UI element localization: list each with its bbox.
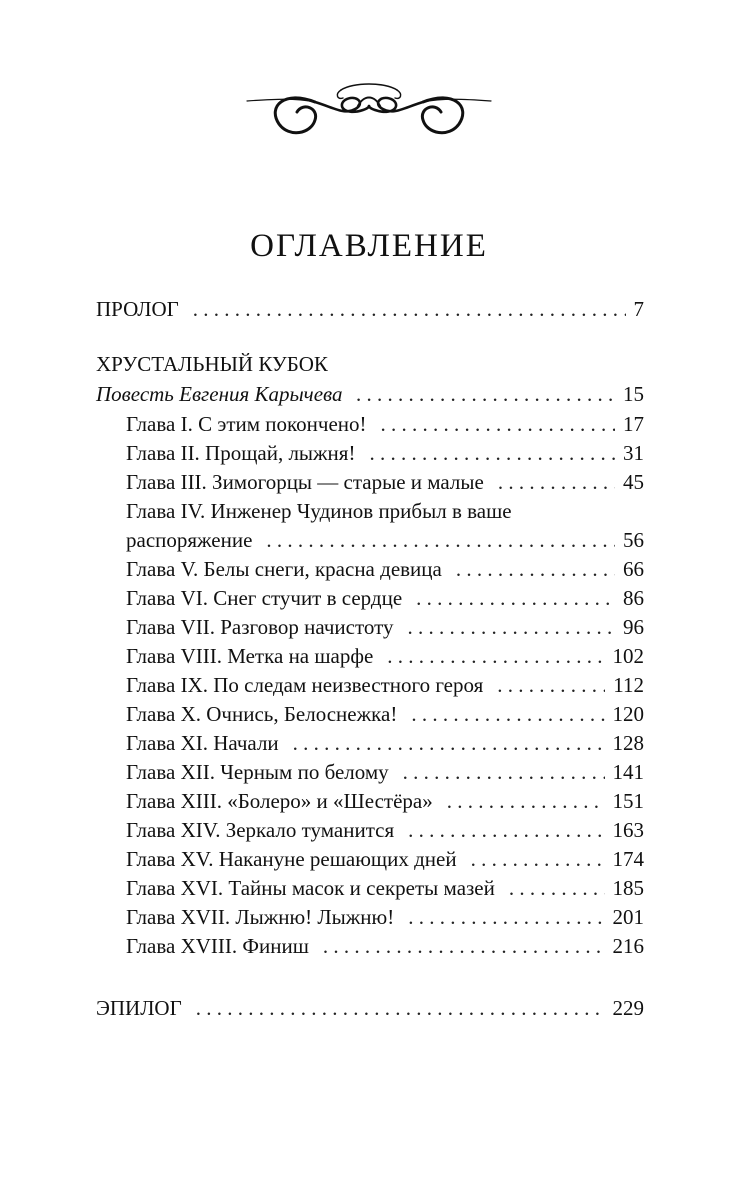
toc-entry-page: 17 xyxy=(623,412,644,436)
dot-leader xyxy=(266,526,615,555)
toc-entry-chapter[interactable] xyxy=(126,729,644,758)
flourish-ornament-icon xyxy=(245,72,493,144)
toc-entry-page: 229 xyxy=(612,996,644,1020)
toc-entry-page: 15 xyxy=(623,382,644,406)
page-title: ОГЛАВЛЕНИЕ xyxy=(250,228,488,264)
toc-entry-title: Глава VII. Разговор начистоту xyxy=(126,615,394,639)
dot-leader xyxy=(408,613,616,642)
toc-entry-chapter[interactable] xyxy=(126,468,644,497)
toc-entry-page: 96 xyxy=(623,615,644,639)
dot-leader xyxy=(387,642,604,671)
toc-entry-title: Глава V. Белы снеги, красна девица xyxy=(126,557,442,581)
dot-leader xyxy=(498,468,615,497)
section-title: ХРУСТАЛЬНЫЙ КУБОК xyxy=(96,352,328,376)
toc-entry-chapter[interactable] xyxy=(126,584,644,613)
toc-entry-title: ПРОЛОГ xyxy=(96,297,179,321)
dot-leader xyxy=(456,555,615,584)
dot-leader xyxy=(369,439,615,468)
toc-entry-title: Глава XVIII. Финиш xyxy=(126,934,309,958)
toc-entry-page: 216 xyxy=(612,934,644,958)
toc-entry-page: 185 xyxy=(612,876,644,900)
dot-leader xyxy=(471,845,605,874)
dot-leader xyxy=(196,994,605,1023)
toc-entry-page: 163 xyxy=(612,818,644,842)
toc-entry-novella[interactable] xyxy=(96,380,644,409)
dot-leader xyxy=(403,758,605,787)
toc-entry-chapter[interactable] xyxy=(126,613,644,642)
toc-entry-title: Глава XIII. «Болеро» и «Шестёра» xyxy=(126,789,433,813)
dot-leader xyxy=(509,874,605,903)
toc-entry-title: Глава II. Прощай, лыжня! xyxy=(126,441,356,465)
toc-entry-page: 120 xyxy=(612,702,644,726)
toc-entry-chapter[interactable] xyxy=(126,903,644,932)
toc-entry-title: Повесть Евгения Карычева xyxy=(96,382,343,406)
toc-entry-chapter[interactable] xyxy=(126,642,644,671)
toc-entry-title-continued: распоряжение xyxy=(126,528,253,552)
toc-entry-chapter[interactable] xyxy=(126,816,644,845)
toc-entry-page: 45 xyxy=(623,470,644,494)
toc-entry-chapter-line1[interactable] xyxy=(126,497,644,526)
toc-entry-title: Глава III. Зимогорцы — старые и малые xyxy=(126,470,484,494)
toc-entry-page: 56 xyxy=(623,528,644,552)
dot-leader xyxy=(323,932,605,961)
dot-leader xyxy=(497,671,605,700)
toc-entry-title: ЭПИЛОГ xyxy=(96,996,182,1020)
toc-entry-page: 141 xyxy=(612,760,644,784)
toc-entry-chapter[interactable] xyxy=(126,932,644,961)
dot-leader xyxy=(193,295,626,324)
toc-entry-chapter[interactable] xyxy=(126,439,644,468)
dot-leader xyxy=(381,410,615,439)
toc-entry-chapter[interactable] xyxy=(126,700,644,729)
toc-entry-title: Глава XVII. Лыжню! Лыжню! xyxy=(126,905,395,929)
toc-entry-page: 102 xyxy=(612,644,644,668)
toc-entry-chapter[interactable] xyxy=(126,874,644,903)
toc-entry-page: 174 xyxy=(612,847,644,871)
dot-leader xyxy=(447,787,605,816)
toc-entry-page: 66 xyxy=(623,557,644,581)
toc-entry-page: 7 xyxy=(633,297,644,321)
toc-entry-chapter[interactable] xyxy=(126,671,644,700)
toc-entry-chapter[interactable] xyxy=(126,555,644,584)
toc-entry-title: Глава XIV. Зеркало туманится xyxy=(126,818,395,842)
dot-leader xyxy=(356,380,615,409)
toc-entry-title: Глава XI. Начали xyxy=(126,731,279,755)
toc-entry-title: Глава I. С этим покончено! xyxy=(126,412,367,436)
toc-section-heading xyxy=(96,350,644,379)
toc-entry-prologue[interactable] xyxy=(96,295,644,324)
dot-leader xyxy=(408,903,604,932)
toc-entry-title: Глава XV. Накануне решающих дней xyxy=(126,847,457,871)
toc-entry-title: Глава VIII. Метка на шарфе xyxy=(126,644,374,668)
toc-entry-chapter[interactable] xyxy=(126,787,644,816)
toc-entry-page: 86 xyxy=(623,586,644,610)
dot-leader xyxy=(416,584,615,613)
toc-entry-title: Глава XII. Черным по белому xyxy=(126,760,389,784)
dot-leader xyxy=(293,729,605,758)
toc-entry-chapter-line2[interactable] xyxy=(126,526,644,555)
toc-entry-chapter[interactable] xyxy=(126,410,644,439)
toc-entry-page: 151 xyxy=(612,789,644,813)
toc-entry-title: Глава VI. Снег стучит в сердце xyxy=(126,586,403,610)
toc-entry-chapter[interactable] xyxy=(126,758,644,787)
dot-leader xyxy=(408,816,604,845)
dot-leader xyxy=(411,700,604,729)
toc-entry-title: Глава X. Очнись, Белоснежка! xyxy=(126,702,398,726)
toc-entry-title: Глава IV. Инженер Чудинов прибыл в ваше xyxy=(126,499,512,523)
toc-entry-epilogue[interactable] xyxy=(96,994,644,1023)
toc-entry-page: 128 xyxy=(612,731,644,755)
toc-entry-page: 31 xyxy=(623,441,644,465)
toc-entry-chapter[interactable] xyxy=(126,845,644,874)
toc-entry-title: Глава IX. По следам неизвестного героя xyxy=(126,673,484,697)
toc-entry-page: 201 xyxy=(612,905,644,929)
toc-entry-title: Глава XVI. Тайны масок и секреты мазей xyxy=(126,876,495,900)
toc-entry-page: 112 xyxy=(613,673,644,697)
